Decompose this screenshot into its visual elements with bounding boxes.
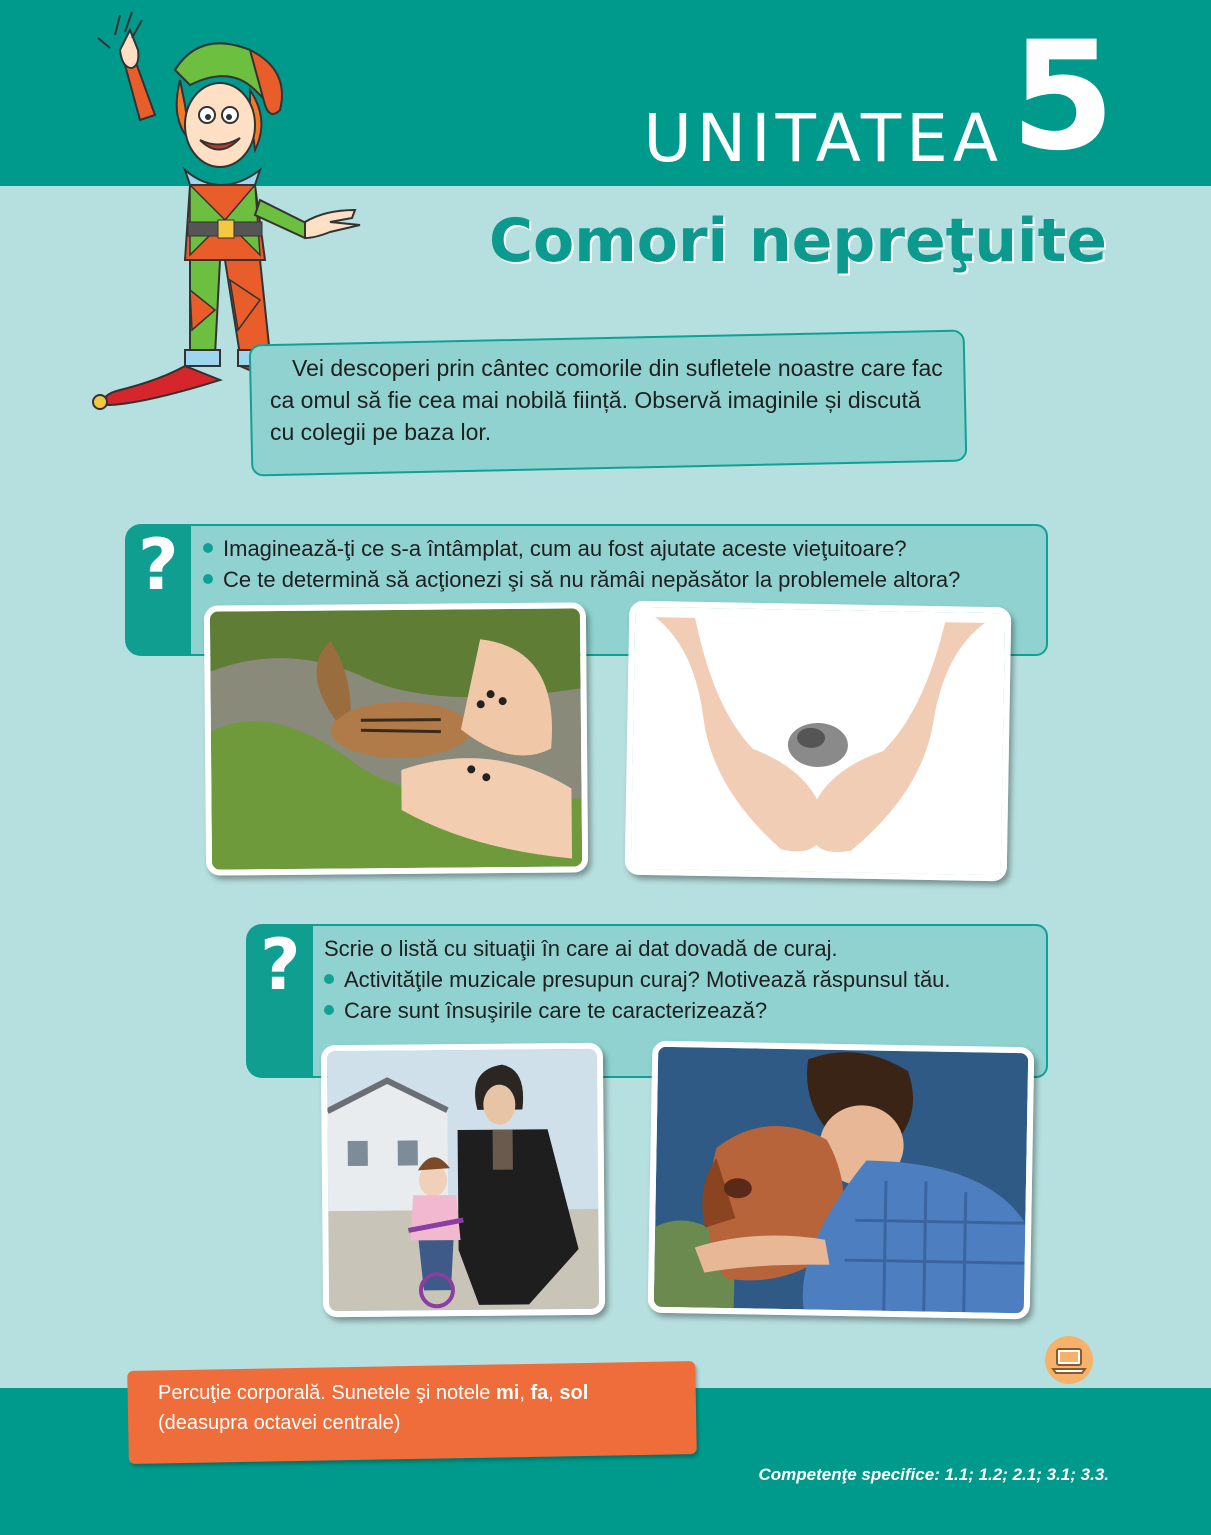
photo-boy-hugging-dog — [648, 1041, 1035, 1320]
photo-chipmunk-feeding — [204, 602, 588, 875]
lesson-topic-line-1: Percuţie corporală. Sunetele şi notele mi, fa, sol — [158, 1382, 589, 1404]
note-fa: fa — [530, 1382, 549, 1404]
question-mark-icon: ? — [260, 924, 301, 1006]
bullet-icon — [203, 574, 213, 584]
unit-label: UNITATEA — [643, 100, 1003, 177]
computer-icon[interactable] — [1045, 1336, 1093, 1384]
question-1-item-2: Ce te determină să acţionezi şi să nu rămâi nepăsător la problemele altora? — [203, 567, 960, 593]
question-mark-icon: ? — [138, 524, 179, 606]
unit-number: 5 — [1010, 10, 1115, 184]
question-2-item-1: Activităţile muzicale presupun curaj? Motivează răspunsul tău. — [324, 967, 951, 993]
chapter-title: Comori nepreţuite — [488, 206, 1107, 276]
note-mi: mi — [495, 1382, 520, 1404]
lesson-topic-text — [158, 1378, 588, 1438]
bullet-icon — [324, 1005, 334, 1015]
question-2-lead: Scrie o listă cu situaţii în care ai dat dovadă de curaj. — [324, 936, 838, 961]
bullet-icon — [203, 543, 213, 553]
question-1-item-1: Imaginează-ţi ce s-a întâmplat, cum au fost ajutate aceste vieţuitoare? — [203, 536, 907, 562]
bullet-icon — [324, 974, 334, 984]
lesson-topic-line-2: (deasupra octavei centrale) — [158, 1412, 401, 1434]
intro-text: Vei descoperi prin cântec comorile din sufletele noastre care fac ca omul să fie cea mai nobilă ființă. Observă imaginile și discută cu colegii pe baza lor. — [270, 355, 943, 445]
competente-specifice: Competenţe specifice: 1.1; 1.2; 2.1; 3.1; 3.3. — [758, 1465, 1109, 1484]
photo-bird-in-hands — [625, 601, 1012, 882]
question-2-item-2: Care sunt însuşirile care te caracterizează? — [324, 998, 767, 1024]
note-sol: sol — [559, 1382, 589, 1404]
photo-father-daughter-bike — [321, 1043, 605, 1317]
